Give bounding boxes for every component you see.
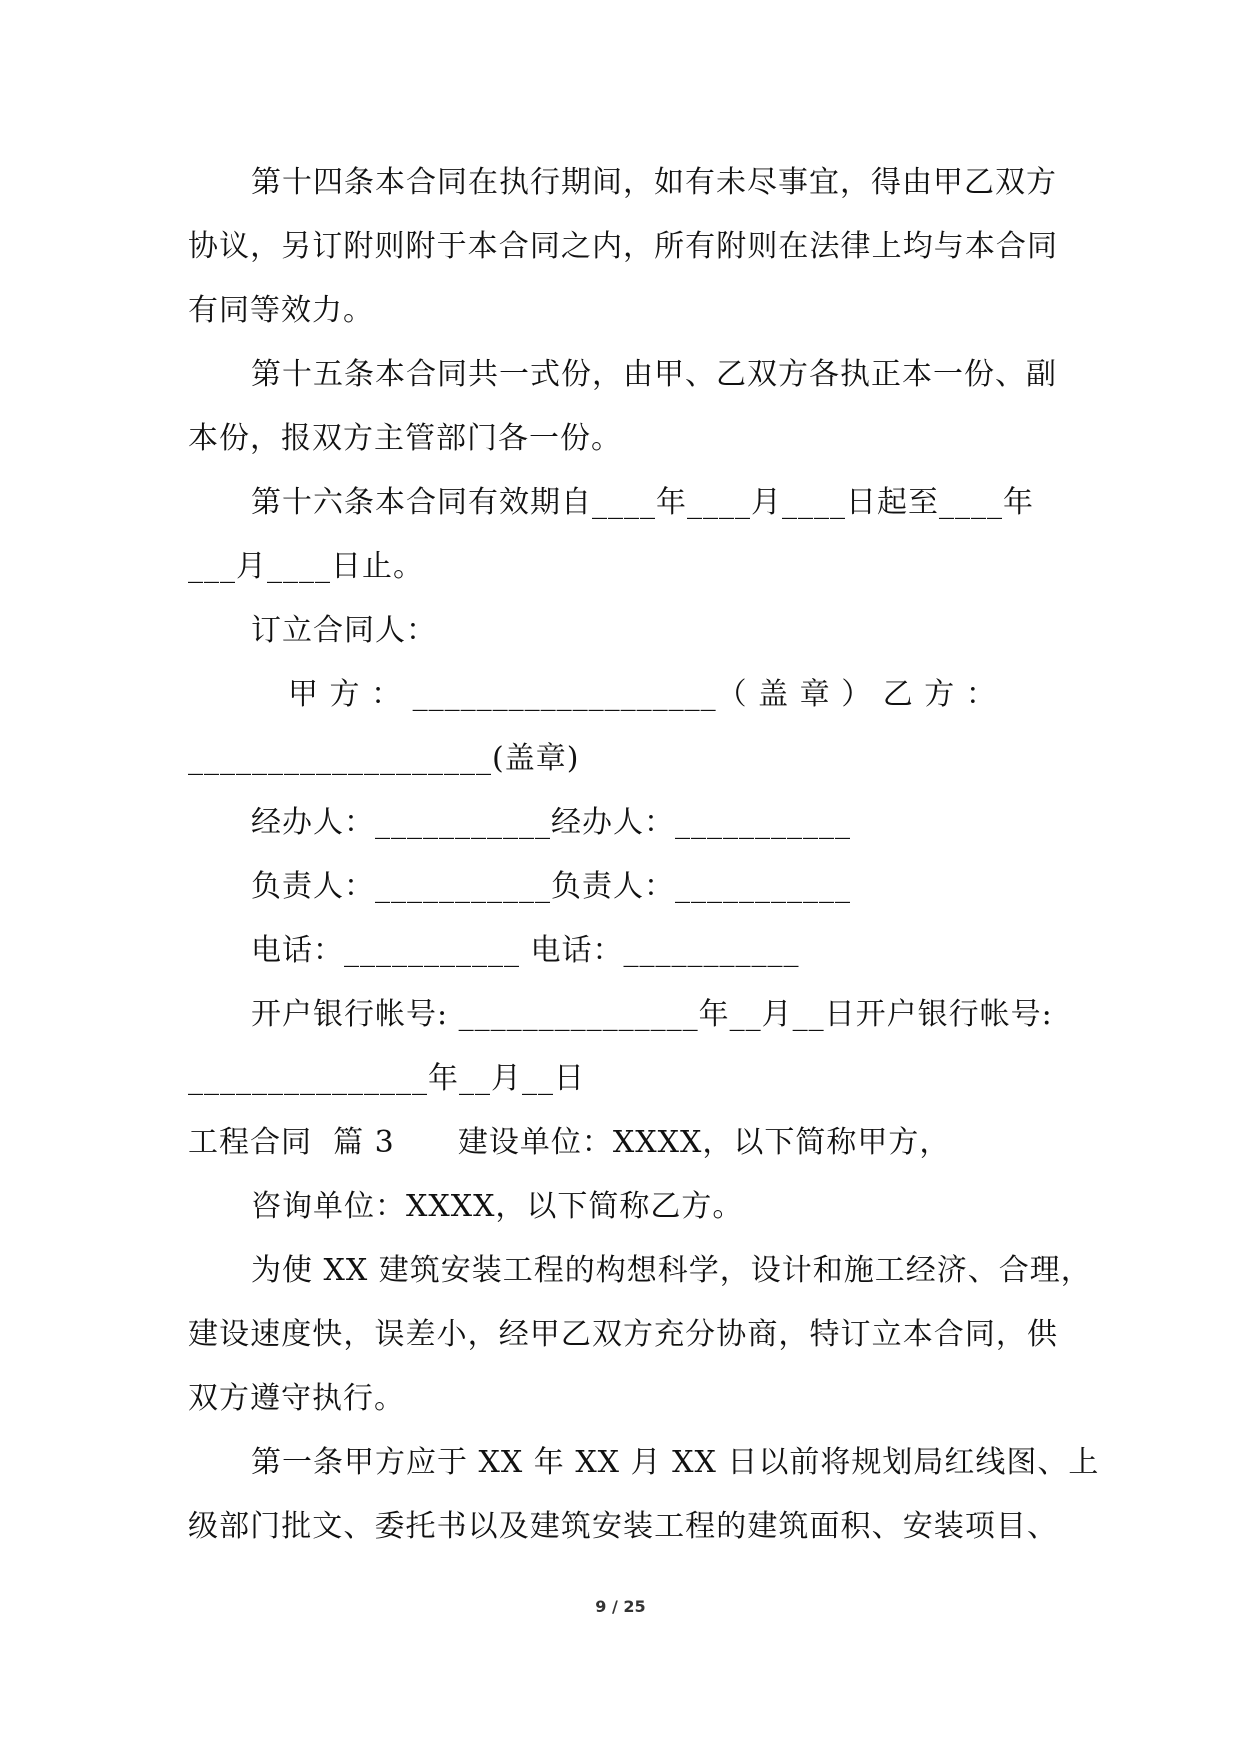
page-number: 9 / 25 <box>595 1597 646 1616</box>
text-line: 电话：___________ 电话：___________ <box>251 933 800 968</box>
text-line: 负责人：___________负责人：___________ <box>251 869 851 904</box>
text-line: 协议，另订附则附于本合同之内，所有附则在法律上均与本合同 <box>188 229 1058 264</box>
text-line: 建设速度快，误差小，经甲乙双方充分协商，特订立本合同，供 <box>188 1317 1058 1352</box>
text-line: 为使 XX 建筑安装工程的构想科学，设计和施工经济、合理， <box>251 1253 1092 1288</box>
text-line: 第十六条本合同有效期自____年____月____日起至____年 <box>251 485 1034 520</box>
text-line: 双方遵守执行。 <box>188 1381 405 1416</box>
text-line: 级部门批文、委托书以及建筑安装工程的建筑面积、安装项目、 <box>188 1509 1058 1544</box>
text-line: _______________年__月__日 <box>188 1061 585 1096</box>
text-line: 咨询单位：XXXX，以下简称乙方。 <box>251 1189 744 1224</box>
text-line: 本份，报双方主管部门各一份。 <box>188 421 622 456</box>
section-heading-line: 工程合同 篇 3 建设单位：XXXX，以下简称甲方， <box>188 1125 951 1160</box>
text-line: 开户银行帐号: _______________年__月__日开户银行帐号: <box>251 997 1053 1032</box>
text-line: 经办人：___________经办人：___________ <box>251 805 851 840</box>
text-line: 第十五条本合同共一式份，由甲、乙双方各执正本一份、副 <box>251 357 1057 392</box>
text-line: 第一条甲方应于 XX 年 XX 月 XX 日以前将规划局红线图、上 <box>251 1445 1100 1480</box>
text-line: 有同等效力。 <box>188 293 374 328</box>
text-line: 第十四条本合同在执行期间，如有未尽事宜，得由甲乙双方 <box>251 165 1057 200</box>
text-line: 甲 方 ： ___________________（ 盖 章 ） 乙 方 ： <box>288 677 997 712</box>
text-line: 订立合同人： <box>251 613 437 648</box>
text-line: ___________________(盖章) <box>188 741 580 776</box>
text-line: ___月____日止。 <box>188 549 424 584</box>
